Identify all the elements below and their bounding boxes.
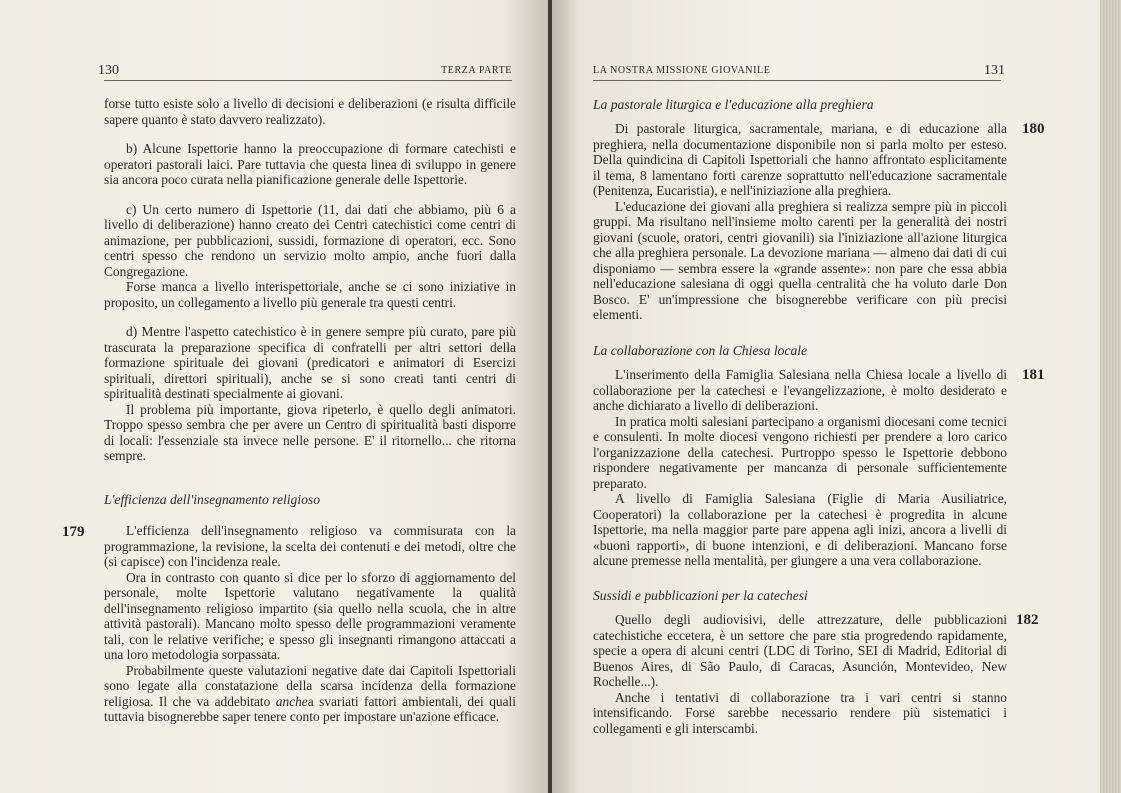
paragraph: A livello di Famiglia Salesiana (Figlie di Maria Ausiliatrice, Cooperatori) la collaborazione per la catechesi è progredita in alcune Ispettorie, ma nella maggior parte pare appena agli inizi, ancora a livelli di «buoni rapporti», di buone intenzioni, e di deliberazioni. Mancano forse alcune premesse nella mentalità, per giungere a una vera collaborazione. <box>593 491 1007 568</box>
paragraph-text: a svariati fattori ambientali, dei quali tuttavia bisognerebbe saper tenere conto per impostare un'azione efficace. <box>104 693 516 724</box>
section-title: Sussidi e pubblicazioni per la catechesi <box>593 588 808 603</box>
section-title: L'efficienza dell'insegnamento religioso <box>104 492 320 507</box>
paragraph: d) Mentre l'aspetto catechistico è in genere sempre più curato, pare più trascurata la preparazione specifica di confratelli per altri settori della formazione spirituale dei giovani (predicatori e animatori di Esercizi spirituali, direttori spirituali), anche se si sono creati tanti centri di spiritualità destinati specialmente ai giovani. <box>104 324 516 401</box>
right-page <box>552 0 1100 793</box>
right-section-1-title <box>593 97 1007 113</box>
right-page-header <box>593 63 1005 81</box>
paragraph: L'educazione dei giovani alla preghiera si realizza sempre più in piccoli gruppi. Ma risultano nell'insieme molto carenti per la generalità dei nostri giovani (scuole, oratori, centri giovanili) sia l'iniziazione all'azione liturgica che alla preghiera personale. La devozione mariana — almeno dai dati di cui disponiamo — sembra essere la «grande assente»: non pare che essa abbia nell'educazione salesiana di oggi quella centralità che ha voluto darle Don Bosco. E' un'impressione che bisognerebbe verificare con più precisi elementi. <box>593 198 1007 322</box>
left-text-block-2 <box>104 523 516 725</box>
section-title: La collaborazione con la Chiesa locale <box>593 343 808 358</box>
right-section-2-title <box>593 343 1007 359</box>
paragraph: Quello degli audiovisivi, delle attrezzature, delle pubblicazioni catechistiche eccetera, è un settore che pare stia progredendo rapidamente, specie a opera di alcuni centri (LDC di Torino, SEI di Madrid, Editorial di Buenos Aires, di São Paulo, di Caracas, Asunción, Montevideo, New Rochelle...). <box>593 612 1007 689</box>
page-edges <box>1100 0 1121 793</box>
paragraph: Forse manca a livello interispettoriale, anche se ci sono iniziative in proposito, un collegamento a livello più generale tra questi centri. <box>104 279 516 310</box>
right-section-3 <box>593 612 1007 736</box>
section-title: La pastorale liturgica e l'educazione alla preghiera <box>593 97 874 112</box>
margin-number: 179 <box>62 524 85 540</box>
paragraph: L'inserimento della Famiglia Salesiana nella Chiesa locale a livello di collaborazione per la catechesi e l'evangelizzazione, è molto desiderato e anche dichiarato a livello di deliberazioni. <box>593 367 1007 413</box>
paragraph: b) Alcune Ispettorie hanno la preoccupazione di formare catechisti e operatori pastorali laici. Pare tuttavia che questa linea di sviluppo in genere sia ancora poco curata nella pianificazione generale delle Ispettorie. <box>104 141 516 187</box>
left-page <box>0 0 548 793</box>
paragraph-text: Probabilmente queste valutazioni negative date dai Capitoli Ispettoriali sono legate alla constatazione della scarsa incidenza della formazione religiosa. Il che va addebitato <box>104 662 516 709</box>
paragraph: L'efficienza dell'insegnamento religioso va commisurata con la programmazione, la revisione, la scelta dei contenuti e dei metodi, oltre che (si capisce) con l'incidenza reale. <box>104 523 516 569</box>
running-title: TERZA PARTE <box>441 65 512 76</box>
margin-number: 181 <box>1022 367 1045 383</box>
right-section-2 <box>593 367 1007 569</box>
left-text-block-1 <box>104 96 516 464</box>
paragraph: Di pastorale liturgica, sacramentale, mariana, e di educazione alla preghiera, nella documentazione disponibile non si parla molto per esteso. Della quindicina di Capitoli Ispettoriali che hanno affrontato esplicitamente il tema, 8 lamentano forti carenze soprattutto nell'educazione sacramentale (Penitenza, Eucaristia), e nell'iniziazione alla preghiera. <box>593 121 1007 198</box>
paragraph: In pratica molti salesiani partecipano a organismi diocesani come tecnici e consulenti. In molte diocesi vengono richiesti per prendere a loro carico l'organizzazione della catechesi. Purtroppo spesso le Ispettorie debbono rispondere negativamente per mancanza di personale sufficientemente preparato. <box>593 413 1007 491</box>
paragraph-italic: anche <box>275 693 308 709</box>
paragraph: forse tutto esiste solo a livello di decisioni e deliberazioni (e risulta difficile sapere quanto è stato davvero realizzato). <box>104 96 516 127</box>
paragraph: c) Un certo numero di Ispettorie (11, dai dati che abbiamo, più 6 a livello di deliberazione) hanno creato dei Centri catechistici come centri di animazione, per pubblicazioni, sussidi, formazione di operatori, ecc. Sono centri spesso che rendono un servizio molto ampio, anche fuori dalla Congregazione. <box>104 201 516 279</box>
right-section-1 <box>593 121 1007 323</box>
paragraph: Anche i tentativi di collaborazione tra i vari centri si stanno intensificando. Forse sarebbe necessario rendere più sistematici i collegamenti e gli interscambi. <box>593 689 1007 736</box>
right-section-3-title <box>593 588 1007 604</box>
page-number: 130 <box>98 63 119 78</box>
margin-number: 180 <box>1022 121 1045 137</box>
paragraph: Ora in contrasto con quanto si dice per lo sforzo di aggiornamento del personale, molte Ispettorie valutano negativamente la qualità dell'insegnamento religioso impartito (sia quello nella scuola, che in altre attività pastorali). Mancano molto spesso delle programmazioni veramente tali, con le relative verifiche; e spesso gli insegnanti rimangono attaccati a una loro metodologia sorpassata. <box>104 569 516 662</box>
left-page-header <box>98 63 512 81</box>
paragraph <box>104 663 516 725</box>
left-section <box>104 492 516 508</box>
paragraph: Il problema più importante, giova ripeterlo, è quello degli animatori. Troppo spesso sembra che per avere un Centro di spiritualità basti disporre di locali: l'essenziale sta invece nelle persone. E' il ritornello... che ritorna sempre. <box>104 401 516 463</box>
page-number: 131 <box>984 63 1005 78</box>
margin-number: 182 <box>1016 612 1039 628</box>
running-title: LA NOSTRA MISSIONE GIOVANILE <box>593 65 771 76</box>
